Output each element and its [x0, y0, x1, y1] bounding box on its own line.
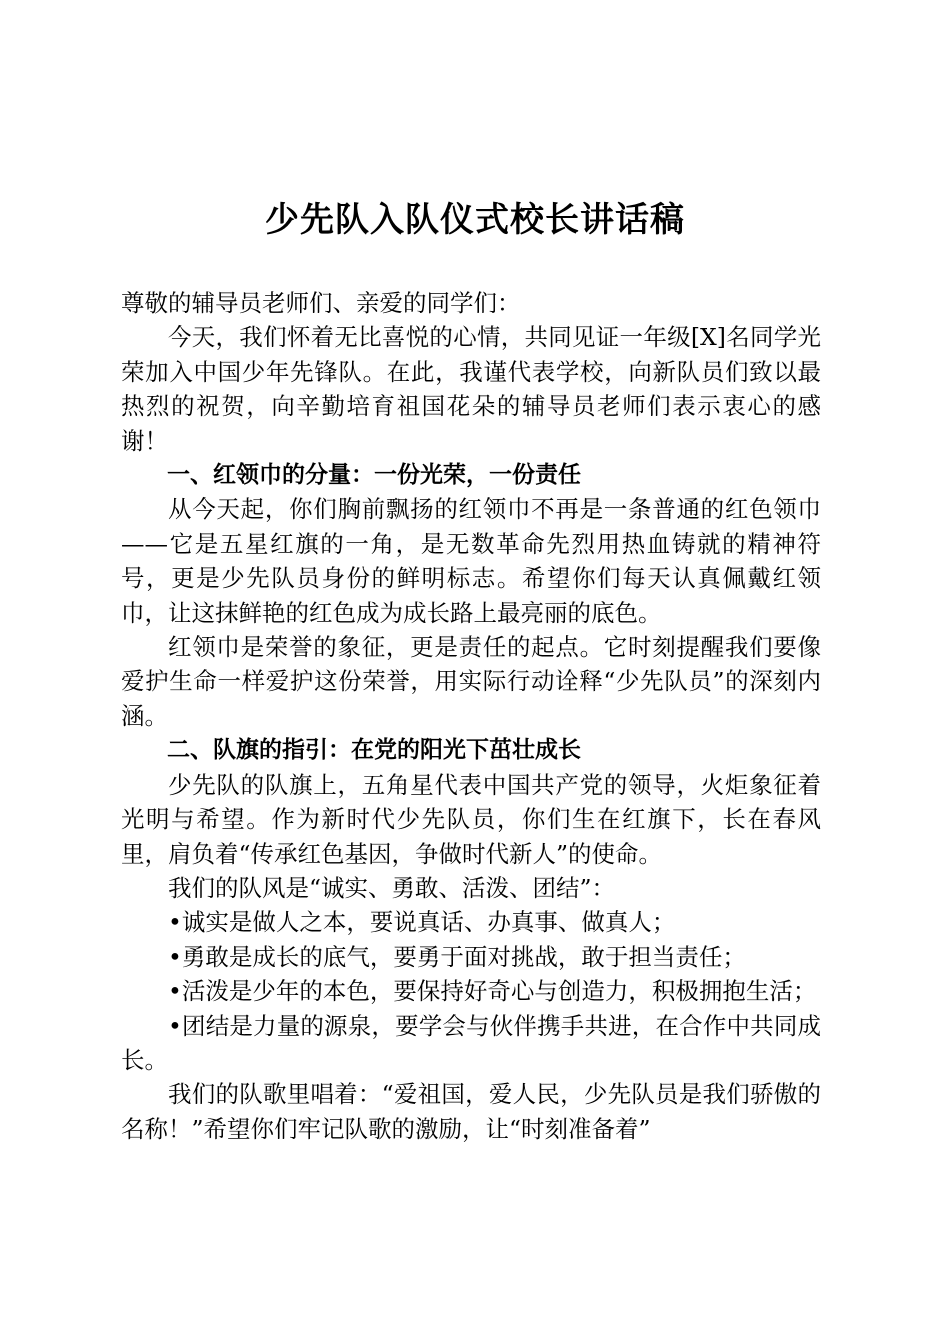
list-item: •活泼是少年的本色，要保持好奇心与创造力，积极拥抱生活； [168, 977, 817, 1006]
paragraph-opening: 今天，我们怀着无比喜悦的心情，共同见证一年级[X]名同学光荣加入中国少年先锋队。在此，我谨代表学校，向新队员们致以最热烈的祝贺，向辛勤培育祖国花朵的辅导员老师们表示衷心的感谢！ [121, 323, 821, 455]
document-body [121, 286, 821, 1146]
section-heading-2: 二、队旗的指引：在党的阳光下茁壮成长 [167, 737, 581, 764]
salutation: 尊敬的辅导员老师们、亲爱的同学们： [121, 289, 521, 317]
document-title: 少先队入队仪式校长讲话稿 [265, 200, 685, 240]
section-heading-1: 一、红领巾的分量：一份光荣，一份责任 [167, 462, 581, 489]
list-item: •诚实是做人之本，要说真话、办真事、做真人； [168, 908, 676, 937]
paragraph: 从今天起，你们胸前飘扬的红领巾不再是一条普通的红色领巾——它是五星红旗的一角，是无数革命先烈用热血铸就的精神符号，更是少先队员身份的鲜明标志。希望你们每天认真佩戴红领巾，让这抹鲜艳的红色成为成长路上最亮丽的底色。 [121, 495, 821, 627]
list-item: •团结是力量的源泉，要学会与伙伴携手共进，在合作中共同成长。 [121, 1011, 821, 1074]
paragraph: 我们的队歌里唱着：“爱祖国，爱人民，少先队员是我们骄傲的名称！”希望你们牢记队歌的激励，让“时刻准备着” [121, 1080, 821, 1143]
list-item: •勇敢是成长的底气，要勇于面对挑战，敢于担当责任； [168, 942, 746, 971]
paragraph: 红领巾是荣誉的象征，更是责任的起点。它时刻提醒我们要像爱护生命一样爱护这份荣誉，用实际行动诠释“少先队员”的深刻内涵。 [121, 633, 821, 730]
paragraph: 我们的队风是“诚实、勇敢、活泼、团结”： [168, 873, 616, 902]
paragraph: 少先队的队旗上，五角星代表中国共产党的领导，火炬象征着光明与希望。作为新时代少先队员，你们生在红旗下，长在春风里，肩负着“传承红色基因，争做时代新人”的使命。 [121, 770, 821, 868]
